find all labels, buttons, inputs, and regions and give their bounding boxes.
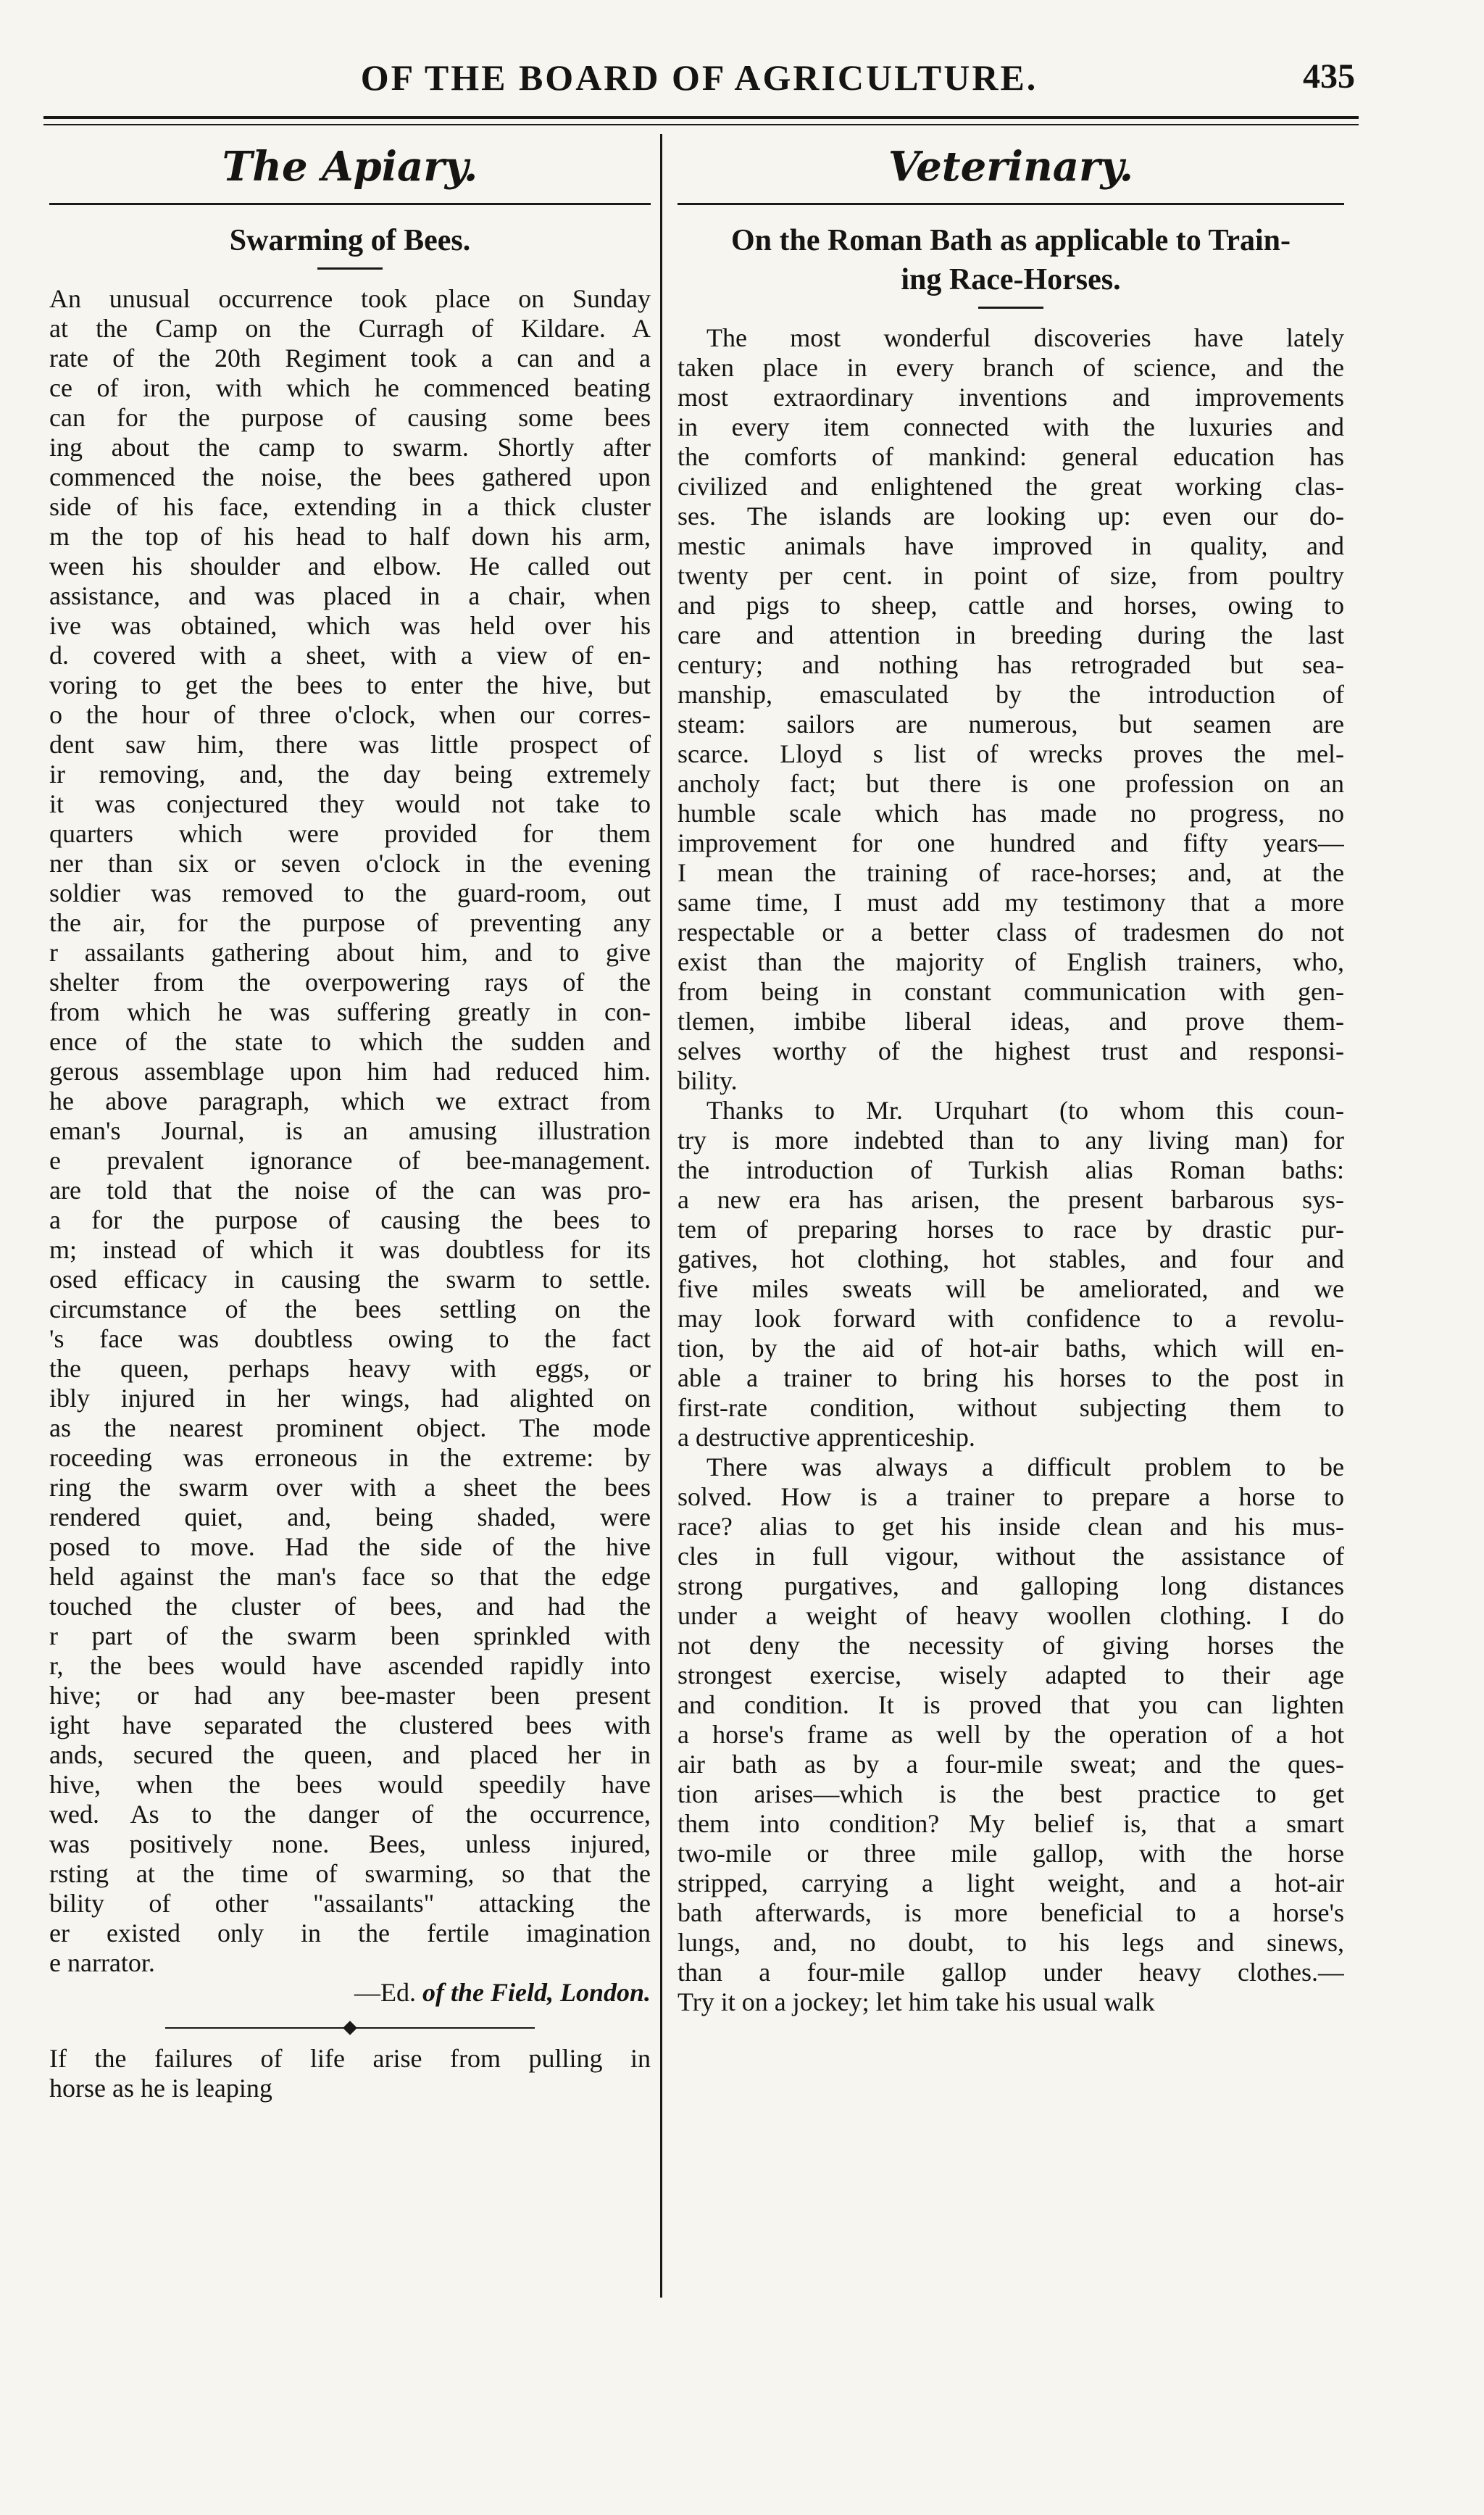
text-line: wed. As to the danger of the occurrence, <box>49 1800 651 1829</box>
text-line: ween his shoulder and elbow. He called out <box>49 552 651 581</box>
text-line: ses. The islands are looking up: even our do- <box>678 502 1344 531</box>
text-line: m the top of his head to half down his arm, <box>49 522 651 551</box>
ornament-divider <box>49 2021 651 2035</box>
text-line: same time, I must add my testimony that a more <box>678 888 1344 917</box>
article-body-roman-bath <box>678 323 1344 2017</box>
right-column <box>678 138 1344 2017</box>
text-line: rsting at the time of swarming, so that the <box>49 1859 651 1888</box>
text-line: tem of preparing horses to race by drastic pur- <box>678 1215 1344 1244</box>
text-line: ce of iron, with which he commenced beating <box>49 373 651 402</box>
text-line: taken place in every branch of science, and the <box>678 353 1344 382</box>
article-title-swarming: Swarming of Bees. <box>229 224 471 257</box>
text-line: m; instead of which it was doubtless for its <box>49 1235 651 1264</box>
text-line: scarce. Lloyd s list of wrecks proves the mel- <box>678 739 1344 768</box>
text-line: two-mile or three mile gallop, with the horse <box>678 1839 1344 1868</box>
header-rule-thin <box>43 124 1359 125</box>
section-heading-apiary: The Apiary. <box>222 143 478 191</box>
text-line: posed to move. Had the side of the hive <box>49 1532 651 1561</box>
text-line: them into condition? My belief is, that a smart <box>678 1809 1344 1838</box>
text-line: exist than the majority of English trainers, who, <box>678 947 1344 976</box>
article-body-swarming <box>49 284 651 1978</box>
text-line: most extraordinary inventions and improvements <box>678 383 1344 412</box>
text-line: 's face was doubtless owing to the fact <box>49 1324 651 1353</box>
text-line: solved. How is a trainer to prepare a horse to <box>678 1482 1344 1511</box>
text-line: ands, secured the queen, and placed her in <box>49 1740 651 1769</box>
text-line: the introduction of Turkish alias Roman baths: <box>678 1155 1344 1184</box>
paragraph <box>678 1452 1344 2017</box>
text-line: it was conjectured they would not take to <box>49 789 651 818</box>
text-line: If the failures of life arise from pulling in <box>49 2044 651 2073</box>
text-line: a new era has arisen, the present barbarous sys- <box>678 1185 1344 1214</box>
text-line: at the Camp on the Curragh of Kildare. A <box>49 314 651 343</box>
text-line: able a trainer to bring his horses to the post in <box>678 1363 1344 1392</box>
text-line: ing about the camp to swarm. Shortly after <box>49 433 651 462</box>
text-line: bility of other "assailants" attacking the <box>49 1889 651 1918</box>
text-line: as the nearest prominent object. The mode <box>49 1413 651 1442</box>
text-line: I mean the training of race-horses; and, at the <box>678 858 1344 887</box>
text-line: was positively none. Bees, unless injured, <box>49 1829 651 1858</box>
text-line: side of his face, extending in a thick cluster <box>49 492 651 521</box>
section-rule <box>678 203 1344 205</box>
text-line: strongest exercise, wisely adapted to their age <box>678 1660 1344 1689</box>
text-line: stripped, carrying a light weight, and a hot-air <box>678 1868 1344 1897</box>
text-line: tion, by the aid of hot-air baths, which will en- <box>678 1334 1344 1363</box>
text-line: and condition. It is proved that you can lighten <box>678 1690 1344 1719</box>
text-line: rendered quiet, and, being shaded, were <box>49 1502 651 1531</box>
text-line: An unusual occurrence took place on Sunday <box>49 284 651 313</box>
text-line: twenty per cent. in point of size, from poultry <box>678 561 1344 590</box>
text-line: ir removing, and, the day being extremely <box>49 760 651 789</box>
text-line: selves worthy of the highest trust and responsi- <box>678 1036 1344 1065</box>
text-line: shelter from the overpowering rays of the <box>49 968 651 997</box>
text-line: r assailants gathering about him, and to give <box>49 938 651 967</box>
section-heading-veterinary: Veterinary. <box>888 143 1134 191</box>
text-line: steam: sailors are numerous, but seamen are <box>678 710 1344 739</box>
text-line: hive; or had any bee-master been present <box>49 1681 651 1710</box>
text-line: try is more indebted than to any living man) for <box>678 1126 1344 1155</box>
text-line: and pigs to sheep, cattle and horses, owing to <box>678 591 1344 620</box>
text-line: soldier was removed to the guard-room, out <box>49 878 651 907</box>
text-line: respectable or a better class of tradesmen do not <box>678 918 1344 947</box>
title-rule <box>978 307 1043 309</box>
text-line: Thanks to Mr. Urquhart (to whom this coun- <box>706 1096 1344 1125</box>
text-line: The most wonderful discoveries have lately <box>706 323 1344 352</box>
attribution-prefix: —Ed. <box>354 1978 422 2007</box>
text-line: a destructive apprenticeship. <box>678 1423 975 1452</box>
text-line: held against the man's face so that the edge <box>49 1562 651 1591</box>
paragraph <box>678 1096 1344 1452</box>
text-line: ancholy fact; but there is one profession on an <box>678 769 1344 798</box>
text-line: o the hour of three o'clock, when our corres- <box>49 700 651 729</box>
text-line: er existed only in the fertile imagination <box>49 1919 651 1947</box>
text-line: are told that the noise of the can was pro- <box>49 1176 651 1205</box>
text-line: There was always a difficult problem to be <box>706 1452 1344 1481</box>
text-line: rate of the 20th Regiment took a can and a <box>49 344 651 373</box>
text-line: race? alias to get his inside clean and his mus- <box>678 1512 1344 1541</box>
text-line: strong purgatives, and galloping long distances <box>678 1571 1344 1600</box>
text-line: ight have separated the clustered bees with <box>49 1710 651 1739</box>
text-line: from which he was suffering greatly in con- <box>49 997 651 1026</box>
text-line: the air, for the purpose of preventing any <box>49 908 651 937</box>
text-line: than a four-mile gallop under heavy clothes.— <box>678 1958 1344 1987</box>
article-title-line-1: On the Roman Bath as applicable to Train- <box>730 224 1291 257</box>
text-line: dent saw him, there was little prospect of <box>49 730 651 759</box>
text-line: cles in full vigour, without the assistance of <box>678 1542 1344 1571</box>
text-line: e narrator. <box>49 1948 155 1977</box>
text-line: tlemen, imbibe liberal ideas, and prove them- <box>678 1007 1344 1036</box>
text-line: ring the swarm over with a sheet the bees <box>49 1473 651 1502</box>
text-line: bility. <box>678 1066 738 1095</box>
text-line: commenced the noise, the bees gathered upon <box>49 462 651 491</box>
text-line: he above paragraph, which we extract from <box>49 1086 651 1115</box>
text-line: in every item connected with the luxuries and <box>678 412 1344 441</box>
attribution-source: of the Field, London. <box>422 1978 651 2007</box>
header-rule <box>43 116 1359 119</box>
text-line: can for the purpose of causing some bees <box>49 403 651 432</box>
text-line: may look forward with confidence to a revolu- <box>678 1304 1344 1333</box>
text-line: tion arises—which is the best practice to get <box>678 1779 1344 1808</box>
text-line: a for the purpose of causing the bees to <box>49 1205 651 1234</box>
text-line: manship, emasculated by the introduction of <box>678 680 1344 709</box>
text-line: voring to get the bees to enter the hive, but <box>49 670 651 699</box>
text-line: gerous assemblage upon him had reduced him. <box>49 1057 651 1086</box>
left-column <box>49 138 651 2103</box>
text-line: a horse's frame as well by the operation of a hot <box>678 1720 1344 1749</box>
text-line: under a weight of heavy woollen clothing. I do <box>678 1601 1344 1630</box>
text-line: bath afterwards, is more beneficial to a horse's <box>678 1898 1344 1927</box>
attribution <box>49 1978 651 2008</box>
title-rule <box>317 267 383 270</box>
text-line: ibly injured in her wings, had alighted on <box>49 1384 651 1413</box>
text-line: mestic animals have improved in quality, and <box>678 531 1344 560</box>
text-line: first-rate condition, without subjecting them to <box>678 1393 1344 1422</box>
text-line: quarters which were provided for them <box>49 819 651 848</box>
text-line: Try it on a jockey; let him take his usual walk <box>678 1987 1155 2016</box>
text-line: lungs, and, no doubt, to his legs and sinews, <box>678 1928 1344 1957</box>
text-line: improvement for one hundred and fifty years— <box>678 828 1344 857</box>
text-line: r, the bees would have ascended rapidly into <box>49 1651 651 1680</box>
text-line: century; and nothing has retrograded but sea- <box>678 650 1344 679</box>
running-title: OF THE BOARD OF AGRICULTURE. <box>360 57 1038 98</box>
text-line: horse as he is leaping <box>49 2074 272 2103</box>
text-line: from being in constant communication with gen- <box>678 977 1344 1006</box>
page-number: 435 <box>1303 57 1355 96</box>
text-line: five miles sweats will be ameliorated, and we <box>678 1274 1344 1303</box>
section-rule <box>49 203 651 205</box>
text-line: care and attention in breeding during the last <box>678 620 1344 649</box>
text-line: ence of the state to which the sudden and <box>49 1027 651 1056</box>
text-line: humble scale which has made no progress, no <box>678 799 1344 828</box>
text-line: roceeding was erroneous in the extreme: by <box>49 1443 651 1472</box>
text-line: d. covered with a sheet, with a view of en- <box>49 641 651 670</box>
text-line: touched the cluster of bees, and had the <box>49 1592 651 1621</box>
text-line: the queen, perhaps heavy with eggs, or <box>49 1354 651 1383</box>
text-line: gatives, hot clothing, hot stables, and four and <box>678 1244 1344 1273</box>
text-line: eman's Journal, is an amusing illustration <box>49 1116 651 1145</box>
text-line: r part of the swarm been sprinkled with <box>49 1621 651 1650</box>
text-line: circumstance of the bees settling on the <box>49 1294 651 1323</box>
next-article-fragment <box>49 2044 651 2103</box>
text-line: air bath as by a four-mile sweat; and the ques- <box>678 1750 1344 1779</box>
text-line: ner than six or seven o'clock in the evening <box>49 849 651 878</box>
text-line: civilized and enlightened the great working clas- <box>678 472 1344 501</box>
text-line: e prevalent ignorance of bee-management. <box>49 1146 651 1175</box>
text-line: ive was obtained, which was held over his <box>49 611 651 640</box>
paragraph <box>678 323 1344 1096</box>
text-line: assistance, and was placed in a chair, when <box>49 581 651 610</box>
column-divider <box>660 134 662 2298</box>
text-line: hive, when the bees would speedily have <box>49 1770 651 1799</box>
text-line: osed efficacy in causing the swarm to settle. <box>49 1265 651 1294</box>
article-title-line-2: ing Race-Horses. <box>901 263 1121 296</box>
text-line: not deny the necessity of giving horses the <box>678 1631 1344 1660</box>
text-line: the comforts of mankind: general education has <box>678 442 1344 471</box>
page-header <box>43 57 1355 107</box>
